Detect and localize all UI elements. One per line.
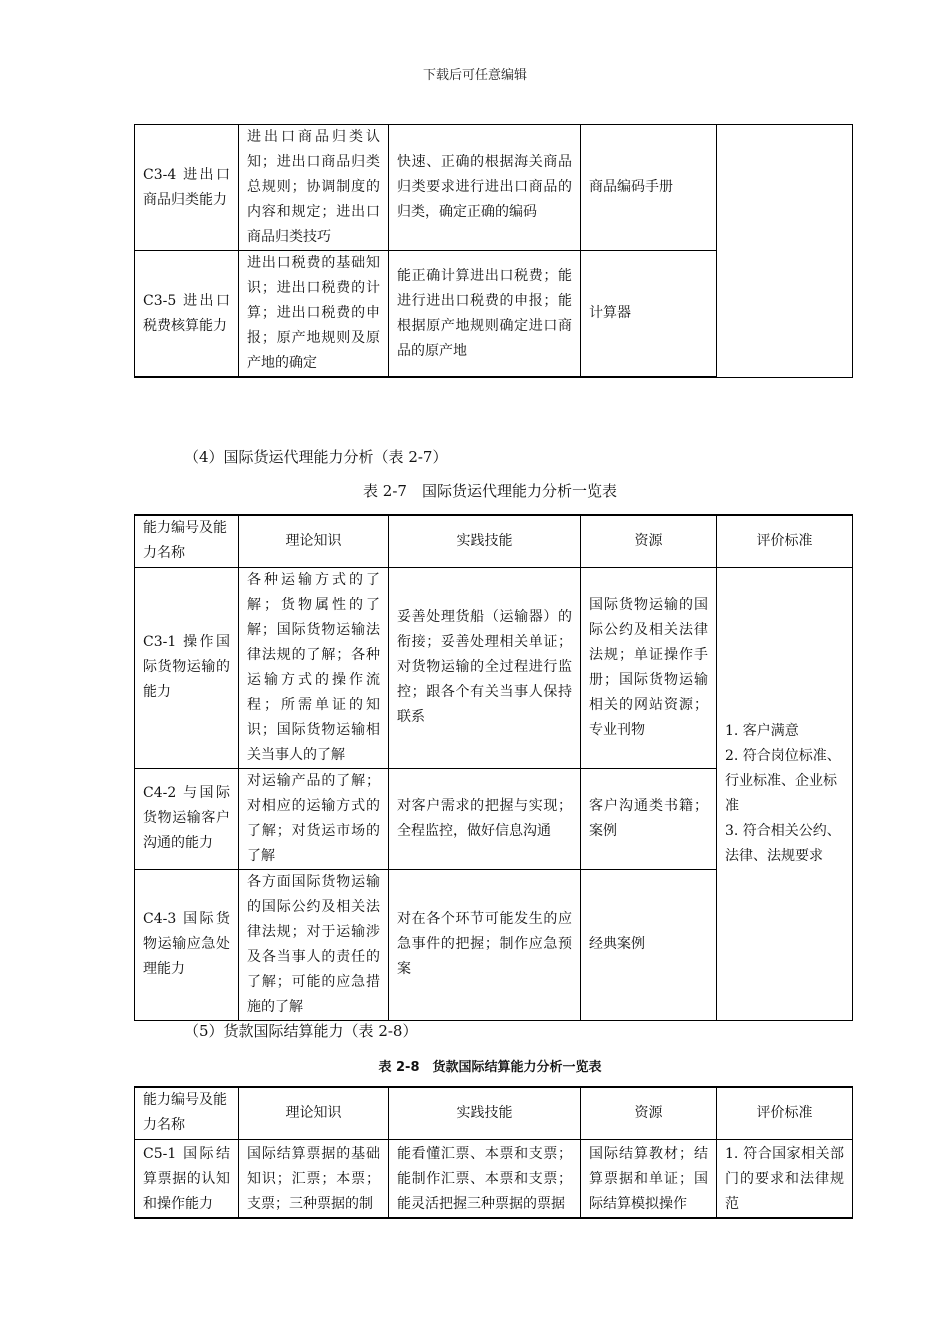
- section-title: （5）货款国际结算能力（表 2-8）: [184, 1022, 418, 1040]
- column-header: 评价标准: [717, 515, 853, 567]
- table-header-row: [135, 1087, 853, 1139]
- theory-cell: 国际结算票据的基础知识；汇票；本票；支票；三种票据的制: [239, 1139, 389, 1218]
- theory-cell: 各种运输方式的了解；货物属性的了解；国际货物运输法律法规的了解；各种运输方式的操作流程；所需单证的知识；国际货物运输相关当事人的了解: [239, 567, 389, 768]
- resource-cell: 客户沟通类书籍；案例: [581, 768, 717, 869]
- header-note: 下载后可任意编辑: [422, 68, 527, 83]
- column-header: 理论知识: [239, 1087, 389, 1139]
- resource-cell: 国际结算教材；结算票据和单证；国际结算模拟操作: [581, 1139, 717, 1218]
- skill-cell: 对在各个环节可能发生的应急事件的把握；制作应急预案: [389, 869, 581, 1020]
- ability-name: C4-3 国际货物运输应急处理能力: [135, 869, 239, 1020]
- table-row: [135, 125, 853, 251]
- skill-cell: 对客户需求的把握与实现；全程监控，做好信息沟通: [389, 768, 581, 869]
- column-header: 资源: [581, 515, 717, 567]
- ability-name: C4-2 与国际货物运输客户沟通的能力: [135, 768, 239, 869]
- resource-cell: 计算器: [581, 251, 717, 378]
- theory-cell: 对运输产品的了解；对相应的运输方式的了解；对货运市场的了解: [239, 768, 389, 869]
- resource-cell: 经典案例: [581, 869, 717, 1020]
- column-header: 能力编号及能力名称: [135, 515, 239, 567]
- table-row: [135, 1139, 853, 1218]
- freight-forwarding-table: [134, 514, 853, 1021]
- criteria-cell: [717, 125, 853, 378]
- ability-name: C3-4 进出口商品归类能力: [135, 125, 239, 251]
- column-header: 实践技能: [389, 515, 581, 567]
- resource-cell: 商品编码手册: [581, 125, 717, 251]
- criteria-cell: 1. 客户满意 2. 符合岗位标准、行业标准、企业标准 3. 符合相关公约、法律、法规要求: [717, 567, 853, 1020]
- column-header: 评价标准: [717, 1087, 853, 1139]
- settlement-table: [134, 1086, 853, 1219]
- customs-table-continued: [134, 124, 853, 378]
- skill-cell: 能正确计算进出口税费；能进行进出口税费的申报；能根据原产地规则确定进口商品的原产地: [389, 251, 581, 378]
- table-header-row: [135, 515, 853, 567]
- skill-cell: 快速、正确的根据海关商品归类要求进行进出口商品的归类，确定正确的编码: [389, 125, 581, 251]
- theory-cell: 各方面国际货物运输的国际公约及相关法律法规；对于运输涉及各当事人的责任的了解；可能的应急措施的了解: [239, 869, 389, 1020]
- skill-cell: 妥善处理货船（运输器）的衔接；妥善处理相关单证；对货物运输的全过程进行监控；跟各个有关当事人保持联系: [389, 567, 581, 768]
- table-caption: 表 2-7 国际货运代理能力分析一览表: [363, 482, 617, 500]
- ability-name: C5-1 国际结算票据的认知和操作能力: [135, 1139, 239, 1218]
- table-caption: 表 2-8 货款国际结算能力分析一览表: [378, 1060, 602, 1075]
- skill-cell: 能看懂汇票、本票和支票；能制作汇票、本票和支票；能灵活把握三种票据的票据: [389, 1139, 581, 1218]
- table-row: [135, 567, 853, 768]
- theory-cell: 进出口税费的基础知识；进出口税费的计算；进出口税费的申报；原产地规则及原产地的确定: [239, 251, 389, 378]
- column-header: 资源: [581, 1087, 717, 1139]
- column-header: 实践技能: [389, 1087, 581, 1139]
- resource-cell: 国际货物运输的国际公约及相关法律法规；单证操作手册；国际货物运输相关的网站资源；专业刊物: [581, 567, 717, 768]
- ability-name: C3-5 进出口税费核算能力: [135, 251, 239, 378]
- section-title: （4）国际货运代理能力分析（表 2-7）: [184, 448, 448, 466]
- theory-cell: 进出口商品归类认知；进出口商品归类总规则；协调制度的内容和规定；进出口商品归类技巧: [239, 125, 389, 251]
- column-header: 能力编号及能力名称: [135, 1087, 239, 1139]
- column-header: 理论知识: [239, 515, 389, 567]
- ability-name: C3-1 操作国际货物运输的能力: [135, 567, 239, 768]
- criteria-cell: 1. 符合国家相关部门的要求和法律规范: [717, 1139, 853, 1218]
